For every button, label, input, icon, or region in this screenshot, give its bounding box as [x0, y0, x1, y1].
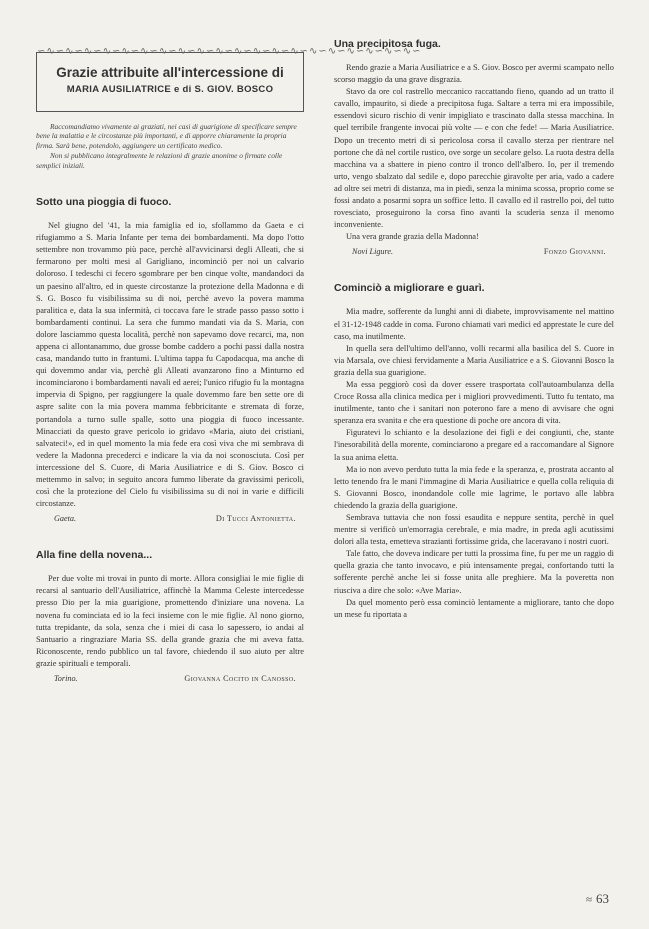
article-title: Sotto una pioggia di fuoco. — [36, 196, 172, 209]
article-signature — [334, 247, 614, 256]
article-paragraph: Tale fatto, che doveva indicare per tutti la prossima fine, fu per me un raggio di quella grazia che tanto invocavo, e più intensamente pregai, confortando tutti la sofferente perchè anche lei si fosse unita alle preghiere. Ma la poveretta non riusciva a dire che solo: «Ave Maria». — [334, 549, 614, 595]
article-una-precipitosa-fuga — [334, 38, 614, 256]
article-title: Alla fine della novena... — [36, 549, 153, 562]
article-paragraph: Stavo da ore col rastrello meccanico raccattando fieno, quando ad un tratto il cavallo, impaurito, si diede a precipitosa fuga. Saltare a terra mi era impossibile, essendovi sicuro rischio di venir impigliato e trascinato dalla stessa macchina. In quel terribile frangente invocai più volte — e con che fede! — Maria Ausiliatrice. Dopo un trecento metri di sì pericolosa corsa il cavallo sterza per rientrare nel portone che dà nel cortile rustico, ove sorge un secolare gelso. La ruota destra della macchina va a sbattere in pieno contro il tronco dell'albero. Io, per il tremendo urto, vengo sbalzato dal sedile e, dopo parecchie giravolte per aria, vado a cadere ad oltre sei metri di distanza, ma in piedi, senza la minima scossa, proprio come se fossi andato a posarmi sopra un soffice letto. Il cavallo ed il rastrello poi, del tutto rovesciato, proseguirono la corsa fino avanti la scuderia senza il menomo inconveniente. — [334, 87, 614, 230]
article-paragraph: Nel giugno del '41, la mia famiglia ed io, sfollammo da Gaeta e ci rifugiammo a S. Maria Infante per tema dei bombardamenti. Ma dopo l'otto settembre non trovammo più pace, perchè all'avvicinarsi degli Alleati, che si fermarono per molti mesi al Garigliano, incominciò per noi un calvario doloroso. I tedeschi ci fecero sgombrare per ben cinque volte, mandandoci da un paesino all'altro, ed in queste circostanze la protezione della Madonna e di S. G. Bosco fu visibilissima su di noi, perchè avevo la povera mamma paralitica e, data la sua infermità, ci toccava fare le strade passo passo sotto i bombardamenti continui. La sera che fummo mandati via da S. Maria, con dolore lasciammo questa località, perchè non sapevamo dove recarci, ma, non appena ci allontanammo, due grosse bombe caddero a pochi passi dalla nostra casa, mandando tutto in frantumi. L'ultima tappa fu Capodacqua, ma anche di qui dovemmo andar via, perchè gli Alleati avanzarono fino a Minturno ed incominciarono i bombardamenti navali ed aerei; l'unico rifugio fu la montagna impervia di Spigno, per raggiungere la quale dovemmo fare ben sette ore di aspre salite con la mia povera mamma febbricitante e stremata di forze, portandola a turno sulle spalle, sotto una pioggia di fuoco incessante. Minacciati da questo grave pericolo io gridavo «Maria, aiuto dei cristiani, salvateci!», ed in quel momento la mia fede era così viva che mi sembrava di vedere la Madonna precederci e indicare la via da noi sconosciuta. Così per intercessione del S. Cuore, di Maria Ausiliatrice e di S. Giov. Bosco ci mettemmo in salvo; in seguito ancora fummo liberate da gravissimi pericoli, così che la protezione del Cielo fu visibilissima su di noi in varie e difficili circostanze. — [36, 221, 304, 509]
ornamental-border: ∽∿∽∿∽∿∽∿∽∿∽∿∽∿∽∿∽∿∽∿∽∿∽∿∽∿∽∿∽∿∽∿∽∿∽∿∽∿∽∿∽ — [37, 46, 422, 57]
section-header-frame — [36, 46, 422, 112]
article-paragraph: Mia madre, sofferente da lunghi anni di diabete, improvvisamente nel mattino el 31-12-1948 cadde in coma. Furono chiamati vari medici ed apprestate le cure del caso, ma inutilmente. — [334, 307, 614, 341]
signature-name: Fonzo Giovanni. — [543, 247, 606, 257]
article-signature — [36, 674, 304, 683]
article-body — [36, 573, 304, 670]
signature-place: Novi Ligure. — [352, 247, 394, 257]
signature-place: Torino. — [54, 674, 78, 684]
article-body — [334, 62, 614, 243]
article-paragraph: Figuratevi lo schianto e la desolazione dei figli e dei congiunti, che, stante l'inesorabilità della morente, cominciarono a pregare ed a raccomandare al Signore la sua anima eletta. — [334, 428, 614, 462]
article-title: Cominciò a migliorare e guarì. — [334, 282, 485, 295]
article-signature — [36, 514, 304, 523]
article-paragraph: In quella sera dell'ultimo dell'anno, volli recarmi alla basilica del S. Cuore in via Marsala, ove chiesi fervidamente a Maria Ausiliatrice e a S. Giovanni Bosco la grazia della sua guarigione. — [334, 343, 614, 377]
right-column — [334, 38, 614, 621]
article-paragraph: Ma essa peggiorò così da dover essere trasportata coll'autoambulanza della Croce Rossa alla clinica medica per i migliori provvedimenti. Tutto fu tentato, ma inutilmente, tanto che i sanitari non poterono fare a meno di avvisare che ogni speranza era svanita e che era questione di poche ore ancora di vita. — [334, 379, 614, 426]
article-paragraph: Una vera grande grazia della Madonna! — [346, 232, 479, 242]
intro-paragraph: Raccomandiamo vivamente ai graziati, nei casi di guarigione di specificare sempre bene la malattia e le circostanze più importanti, e di apporre chiaramente la propria firma. Sarà bene, potendolo, aggiungere un certificato medico. — [36, 122, 297, 150]
article-paragraph: Sembrava tuttavia che non fossi esaudita e neppure sentita, perchè in quel mentre si verificò un'emorragia cerebrale, e mia madre, in preda agli acutissimi dolori alla testa, emetteva strazianti fortissime grida, che laceravano i nostri cuori. — [334, 513, 614, 547]
article-paragraph: Rendo grazie a Maria Ausiliatrice e a S. Giov. Bosco per avermi scampato nello scorso maggio da una grave disgrazia. — [334, 63, 614, 85]
intro-note — [36, 122, 304, 170]
article-paragraph: Da quel momento però essa cominciò lentamente a migliorare, tanto che dopo un mese fu riportata a — [334, 597, 614, 619]
article-body — [334, 306, 614, 620]
signature-name: Di Tucci Antonietta. — [215, 514, 296, 524]
signature-place: Gaeta. — [54, 514, 77, 524]
page-number-value: 63 — [596, 891, 609, 906]
article-body — [36, 220, 304, 510]
page-mark: ≈ — [585, 894, 592, 906]
article-alla-fine-della-novena — [36, 549, 304, 683]
page-number — [586, 891, 609, 907]
intro-paragraph: Non si pubblicano integralmente le relazioni di grazie anonime o firmate colle semplici iniziali. — [36, 151, 283, 170]
article-paragraph: Per due volte mi trovai in punto di morte. Allora consigliai le mie figlie di recarsi al santuario dell'Ausiliatrice, affinchè la Mamma Celeste intercedesse presso Dio per la mia guarigione, promettendo d'iniziare una novena. La novena fu cominciata ed io la feci insieme con le mie figlie. Al nono giorno, tutta trepidante, da sola, senza che i miei di casa lo sapessero, io andai al Santuario a ringraziare Maria SS. della grande grazia che mi aveva fatta. Riconoscente, rendo pubblico un tal favore, chiedendo il suo aiuto per altre grazie spirituali e temporali. — [36, 574, 304, 668]
section-title: Grazie attribuite all'intercessione di — [56, 65, 284, 80]
section-subtitle: MARIA AUSILIATRICE e di S. GIOV. BOSCO — [66, 84, 274, 95]
article-title: Una precipitosa fuga. — [334, 38, 441, 50]
article-comincio-a-migliorare — [334, 282, 614, 620]
article-paragraph: Ma io non avevo perduto tutta la mia fede e la speranza, e, prostrata accanto al letto tenendo fra le mani l'immagine di Maria Ausiliatrice e quella colla reliquia di S. Giovanni Bosco, inondandole colle mie lagrime, le portavo alle labbra chiedendo la grazia della guarigione. — [334, 464, 614, 510]
signature-name: Giovanna Cocito in Canosso. — [184, 674, 296, 684]
article-sotto-una-pioggia — [36, 196, 304, 523]
